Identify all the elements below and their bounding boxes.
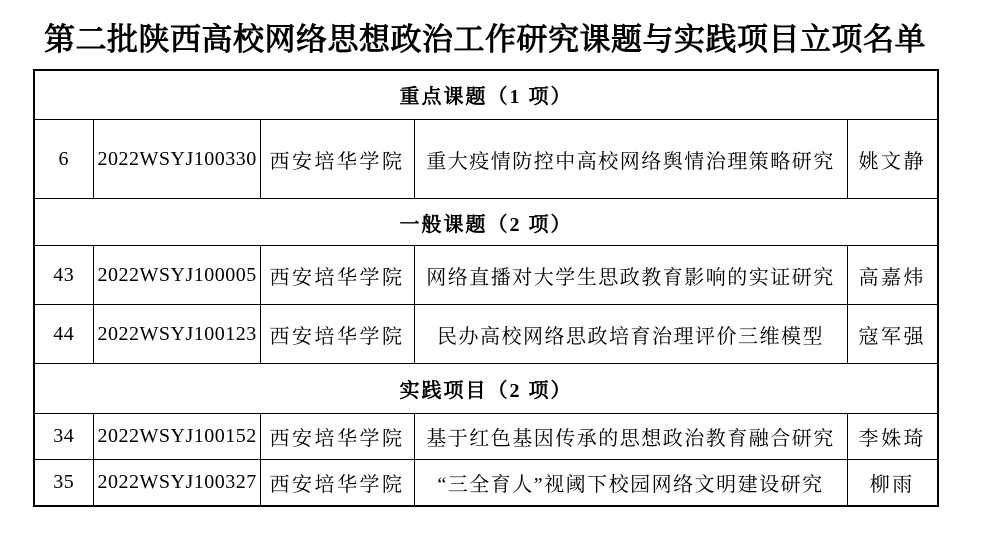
seq-cell: 6 <box>34 120 93 199</box>
project-list-table <box>33 69 939 507</box>
code-cell: 2022WSYJ100327 <box>93 460 260 506</box>
code-cell: 2022WSYJ100005 <box>93 246 260 305</box>
table-row <box>34 120 938 199</box>
code-cell: 2022WSYJ100123 <box>93 305 260 364</box>
school-cell: 西安培华学院 <box>260 246 414 305</box>
seq-cell: 35 <box>34 460 93 506</box>
table-row <box>34 305 938 364</box>
project-cell: “三全育人”视阈下校园网络文明建设研究 <box>414 460 847 506</box>
project-cell: 网络直播对大学生思政教育影响的实证研究 <box>414 246 847 305</box>
section-header-row-key-topics <box>34 70 938 120</box>
section-header-row-practice-projects <box>34 364 938 414</box>
table-row <box>34 460 938 506</box>
leader-cell: 柳雨 <box>847 460 938 506</box>
school-cell: 西安培华学院 <box>260 460 414 506</box>
leader-cell: 寇军强 <box>847 305 938 364</box>
leader-cell: 高嘉炜 <box>847 246 938 305</box>
leader-cell: 姚文静 <box>847 120 938 199</box>
school-cell: 西安培华学院 <box>260 305 414 364</box>
seq-cell: 43 <box>34 246 93 305</box>
table-row <box>34 414 938 460</box>
seq-cell: 34 <box>34 414 93 460</box>
table-row <box>34 246 938 305</box>
section-header-key-topics: 重点课题（1 项） <box>34 70 938 120</box>
leader-cell: 李姝琦 <box>847 414 938 460</box>
project-cell: 重大疫情防控中高校网络舆情治理策略研究 <box>414 120 847 199</box>
section-header-practice-projects: 实践项目（2 项） <box>34 364 938 414</box>
seq-cell: 44 <box>34 305 93 364</box>
school-cell: 西安培华学院 <box>260 414 414 460</box>
document-title: 第二批陕西高校网络思想政治工作研究课题与实践项目立项名单 <box>44 22 926 57</box>
section-header-general-topics: 一般课题（2 项） <box>34 199 938 246</box>
project-cell: 基于红色基因传承的思想政治教育融合研究 <box>414 414 847 460</box>
school-cell: 西安培华学院 <box>260 120 414 199</box>
code-cell: 2022WSYJ100330 <box>93 120 260 199</box>
project-cell: 民办高校网络思政培育治理评价三维模型 <box>414 305 847 364</box>
code-cell: 2022WSYJ100152 <box>93 414 260 460</box>
section-header-row-general-topics <box>34 199 938 246</box>
